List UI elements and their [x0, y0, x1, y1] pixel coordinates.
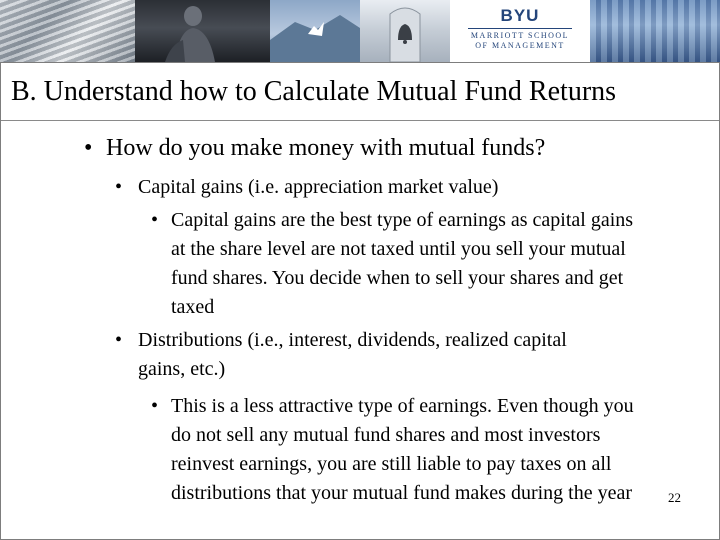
banner-photo-statue	[135, 0, 270, 62]
bullet-text: Capital gains (i.e. appreciation market value)	[138, 176, 499, 198]
bullet-text: Distributions (i.e., interest, dividends, realized capital gains, etc.)	[138, 329, 567, 380]
byu-logo	[450, 6, 590, 51]
byu-logo-area	[450, 0, 590, 62]
bullet-text: This is a less attractive type of earnings. Even though you do not sell any mutual fund shares and most investors reinvest earnings, you are still liable to pay taxes on all distributions that your mutual fund makes during the year	[171, 395, 634, 504]
banner-photo-1	[0, 0, 135, 62]
slide-title: B. Understand how to Calculate Mutual Fund Returns	[11, 76, 617, 107]
banner-photo-mountain-y	[270, 0, 360, 62]
bullet-dot-icon: •	[115, 329, 123, 351]
bullet-dot-icon: •	[151, 395, 159, 417]
bullet-dot-icon: •	[115, 176, 123, 198]
byu-wordmark: BYU	[500, 6, 540, 25]
bullet-dot-icon: •	[84, 135, 93, 161]
banner-photo-campus	[590, 0, 720, 62]
statue-silhouette-icon	[135, 0, 270, 62]
banner-photo-bell-tower	[360, 0, 450, 62]
bullet-level2-distributions	[115, 326, 610, 384]
header-banner	[0, 0, 720, 62]
bullet-text: Capital gains are the best type of earnings as capital gains at the share level are not taxed until you sell your mutual fund shares. You decide when to sell your shares and get taxed	[171, 209, 634, 318]
byu-logo-line2: OF MANAGEMENT	[475, 41, 565, 50]
bullet-level3-distributions-detail	[151, 392, 646, 508]
page-number: 22	[668, 490, 681, 505]
bullet-level1	[84, 133, 684, 163]
title-divider	[1, 120, 719, 121]
bullet-level2-capital-gains	[115, 173, 635, 202]
byu-logo-line1: MARRIOTT SCHOOL	[470, 31, 570, 40]
bell-tower-icon	[360, 0, 450, 62]
bullet-text: How do you make money with mutual funds?	[106, 135, 546, 161]
mountain-y-icon	[270, 0, 360, 62]
bullet-level3-capital-gains-detail	[151, 206, 646, 322]
bullet-dot-icon: •	[151, 209, 159, 231]
